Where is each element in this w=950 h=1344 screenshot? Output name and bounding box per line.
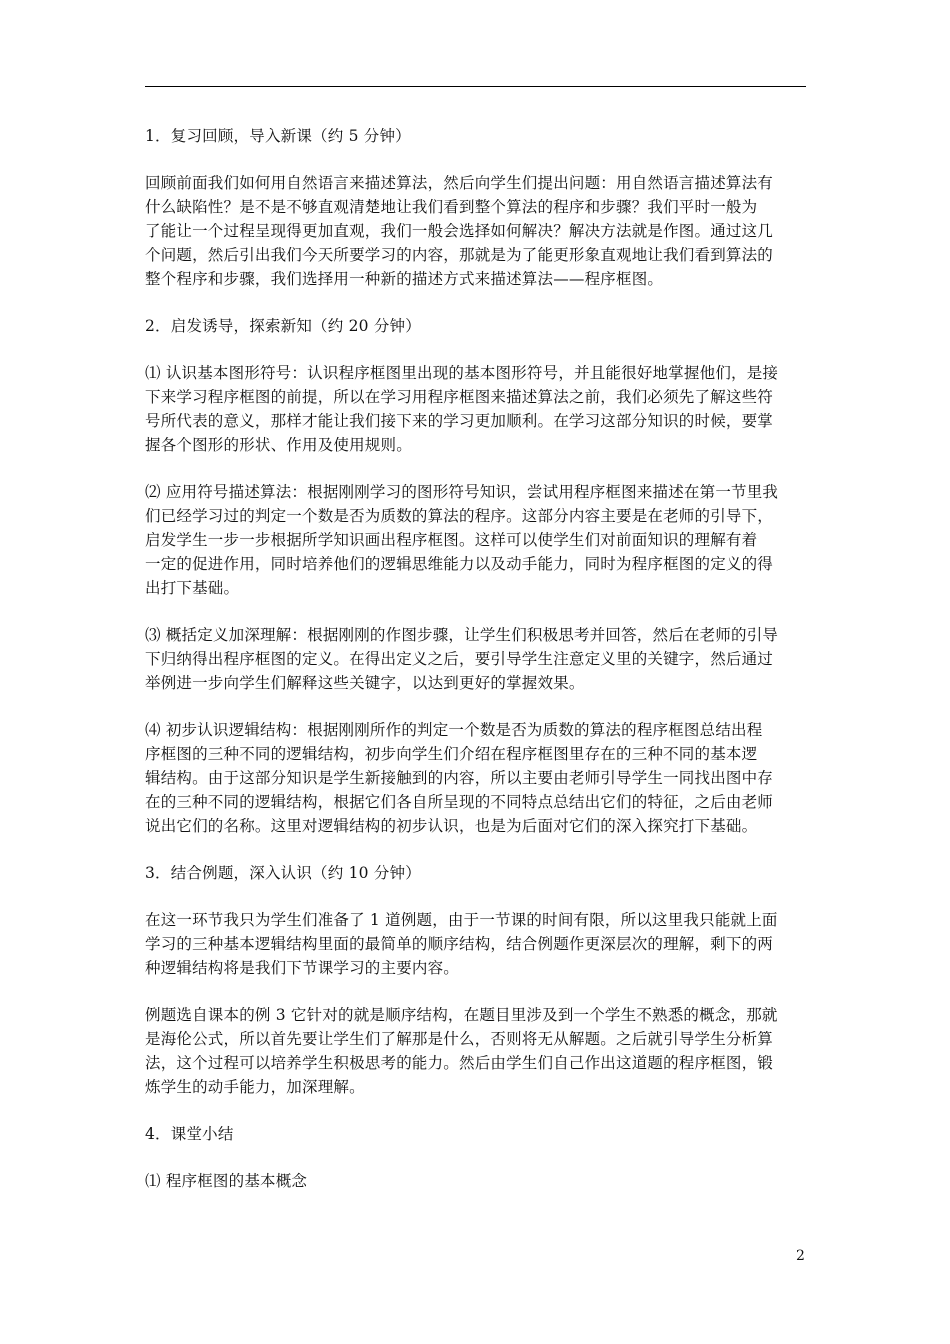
section2-item2 bbox=[145, 480, 808, 600]
text-line: 种逻辑结构将是我们下节课学习的主要内容。 bbox=[145, 959, 460, 977]
text-line: 出打下基础。 bbox=[145, 579, 240, 597]
text-line: 回顾前面我们如何用自然语言来描述算法，然后向学生们提出问题：用自然语言描述算法有 bbox=[145, 174, 774, 192]
section3-heading: 3．结合例题，深入认识（约 10 分钟） bbox=[145, 864, 421, 882]
section4-item1: ⑴ 程序框图的基本概念 bbox=[145, 1172, 308, 1190]
text-line: 学习的三种基本逻辑结构里面的最简单的顺序结构，结合例题作更深层次的理解，剩下的两 bbox=[145, 935, 774, 953]
section2-item1 bbox=[145, 361, 808, 457]
section4-heading: 4．课堂小结 bbox=[145, 1125, 234, 1143]
text-line: ⑵ 应用符号描述算法：根据刚刚学习的图形符号知识，尝试用程序框图来描述在第一节里我 bbox=[145, 483, 779, 501]
text-line: ⑷ 初步认识逻辑结构：根据刚刚所作的判定一个数是否为质数的算法的程序框图总结出程 bbox=[145, 721, 763, 739]
text-line: 们已经学习过的判定一个数是否为质数的算法的程序。这部分内容主要是在老师的引导下， bbox=[145, 507, 774, 525]
section1-heading: 1．复习回顾，导入新课（约 5 分钟） bbox=[145, 127, 411, 145]
text-line: 个问题，然后引出我们今天所要学习的内容，那就是为了能更形象直观地让我们看到算法的 bbox=[145, 246, 774, 264]
text-line: 炼学生的动手能力，加深理解。 bbox=[145, 1078, 365, 1096]
text-line: 下归纳得出程序框图的定义。在得出定义之后，要引导学生注意定义里的关键字，然后通过 bbox=[145, 650, 774, 668]
text-line: 整个程序和步骤，我们选择用一种新的描述方式来描述算法——程序框图。 bbox=[145, 270, 664, 288]
text-line: 了能让一个过程呈现得更加直观，我们一般会选择如何解决？解决方法就是作图。通过这几 bbox=[145, 222, 774, 240]
text-line: 下来学习程序框图的前提，所以在学习用程序框图来描述算法之前，我们必须先了解这些符 bbox=[145, 388, 774, 406]
text-line: 说出它们的名称。这里对逻辑结构的初步认识，也是为后面对它们的深入探究打下基础。 bbox=[145, 817, 758, 835]
page-number: 2 bbox=[796, 1248, 805, 1264]
section2-heading: 2．启发诱导，探索新知（约 20 分钟） bbox=[145, 317, 421, 335]
text-line: 法，这个过程可以培养学生积极思考的能力。然后由学生们自己作出这道题的程序框图，锻 bbox=[145, 1054, 774, 1072]
text-line: 例题选自课本的例 3 它针对的就是顺序结构，在题目里涉及到一个学生不熟悉的概念，那就 bbox=[145, 1006, 778, 1024]
text-line: 握各个图形的形状、作用及使用规则。 bbox=[145, 436, 412, 454]
text-line: 是海伦公式，所以首先要让学生们了解那是什么，否则将无从解题。之后就引导学生分析算 bbox=[145, 1030, 774, 1048]
text-line: 辑结构。由于这部分知识是学生新接触到的内容，所以主要由老师引导学生一同找出图中存 bbox=[145, 769, 774, 787]
text-line: 在的三种不同的逻辑结构，根据它们各自所呈现的不同特点总结出它们的特征，之后由老师 bbox=[145, 793, 774, 811]
text-line: 一定的促进作用，同时培养他们的逻辑思维能力以及动手能力，同时为程序框图的定义的得 bbox=[145, 555, 774, 573]
section3-paragraph2 bbox=[145, 1003, 808, 1099]
text-line: 在这一环节我只为学生们准备了 1 道例题，由于一节课的时间有限，所以这里我只能就上面 bbox=[145, 911, 778, 929]
section3-paragraph1 bbox=[145, 908, 808, 980]
text-line: ⑴ 认识基本图形符号：认识程序框图里出现的基本图形符号，并且能很好地掌握他们，是接 bbox=[145, 364, 779, 382]
section2-item3 bbox=[145, 623, 808, 695]
section1-paragraph bbox=[145, 171, 808, 291]
text-line: 启发学生一步一步根据所学知识画出程序框图。这样可以使学生们对前面知识的理解有着 bbox=[145, 531, 758, 549]
text-line: 什么缺陷性？是不是不够直观清楚地让我们看到整个算法的程序和步骤？我们平时一般为 bbox=[145, 198, 758, 216]
text-line: ⑶ 概括定义加深理解：根据刚刚的作图步骤，让学生们积极思考并回答，然后在老师的引导 bbox=[145, 626, 779, 644]
text-line: 号所代表的意义，那样才能让我们接下来的学习更加顺利。在学习这部分知识的时候，要掌 bbox=[145, 412, 774, 430]
section2-item4 bbox=[145, 718, 808, 838]
page-content bbox=[145, 124, 808, 1193]
text-line: 举例进一步向学生们解释这些关键字，以达到更好的掌握效果。 bbox=[145, 674, 585, 692]
text-line: 序框图的三种不同的逻辑结构，初步向学生们介绍在程序框图里存在的三种不同的基本逻 bbox=[145, 745, 758, 763]
header-rule bbox=[145, 86, 806, 87]
